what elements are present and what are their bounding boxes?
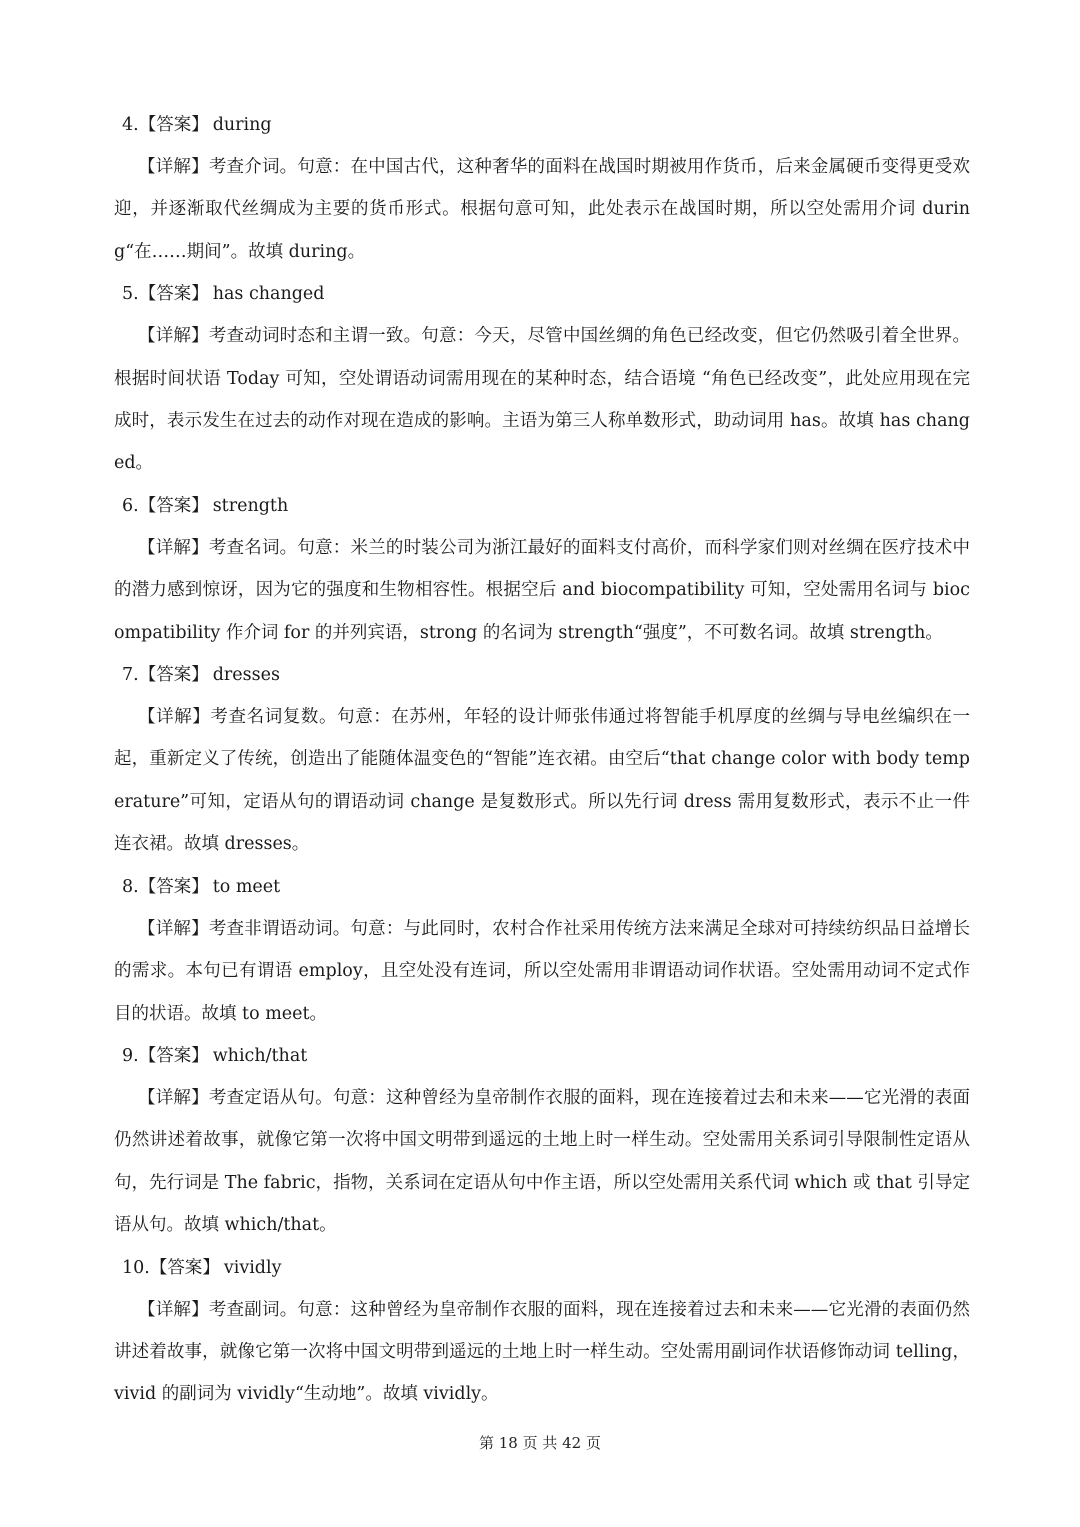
answer-value: strength xyxy=(212,495,289,516)
answer-line xyxy=(122,654,970,696)
answer-detail: 【详解】考查名词。句意：米兰的时装公司为浙江最好的面料支付高价，而科学家们则对丝绸在医疗技术中的潜力感到惊讶，因为它的强度和生物相容性。根据空后 and biocompatibility 可知，空处需用名词与 biocompatibility 作介词 for 的并列宾语，strong 的名词为 strength“强度”，不可数名词。故填 strength。 xyxy=(114,537,970,643)
answer-line xyxy=(122,485,970,527)
answer-line xyxy=(122,1247,970,1289)
answer-value: has changed xyxy=(212,284,325,305)
question-7 xyxy=(114,654,970,866)
answer-tag: 【答案】 xyxy=(138,495,209,516)
answer-detail: 【详解】考查名词复数。句意：在苏州，年轻的设计师张伟通过将智能手机厚度的丝绸与导电丝编织在一起，重新定义了传统，创造出了能随体温变色的“智能”连衣裙。由空后“that change color with body temperature”可知，定语从句的谓语动词 change 是复数形式。所以先行词 dress 需用复数形式，表示不止一件连衣裙。故填 dresses。 xyxy=(114,707,970,855)
answer-tag: 【答案】 xyxy=(138,665,209,686)
answer-value: during xyxy=(212,115,272,135)
answer-value: which/that xyxy=(212,1045,308,1066)
question-number: 5. xyxy=(122,284,139,305)
question-number: 9. xyxy=(122,1045,139,1066)
answer-explanations xyxy=(114,104,970,1416)
page-number-footer: 第 18 页 共 42 页 xyxy=(478,1434,601,1452)
answer-line xyxy=(122,1035,970,1077)
question-number: 10. xyxy=(122,1257,150,1278)
answer-detail: 【详解】考查动词时态和主谓一致。句意：今天，尽管中国丝绸的角色已经改变，但它仍然吸引着全世界。根据时间状语 Today 可知，空处谓语动词需用现在的某种时态，结合语境 “角色已经改变”，此处应用现在完成时，表示发生在过去的动作对现在造成的影响。主语为第三人称单数形式，助动词用 has。故填 has changed。 xyxy=(114,326,970,474)
answer-detail: 【详解】考查非谓语动词。句意：与此同时，农村合作社采用传统方法来满足全球对可持续纺织品日益增长的需求。本句已有谓语 employ，且空处没有连词，所以空处需用非谓语动词作状语。空处需用动词不定式作目的状语。故填 to meet。 xyxy=(114,918,970,1024)
answer-tag: 【答案】 xyxy=(149,1257,220,1278)
answer-line xyxy=(122,104,970,146)
answer-value: to meet xyxy=(212,876,281,897)
answer-detail: 【详解】考查定语从句。句意：这种曾经为皇帝制作衣服的面料，现在连接着过去和未来——它光滑的表面仍然讲述着故事，就像它第一次将中国文明带到遥远的土地上时一样生动。空处需用关系词引导限制性定语从句，先行词是 The fabric，指物，关系词在定语从句中作主语，所以空处需用关系代词 which 或 that 引导定语从句。故填 which/that。 xyxy=(114,1087,970,1236)
answer-tag: 【答案】 xyxy=(138,115,209,135)
question-10 xyxy=(114,1247,970,1416)
answer-tag: 【答案】 xyxy=(138,284,209,305)
question-4 xyxy=(114,104,970,273)
answer-line xyxy=(122,866,970,908)
question-8 xyxy=(114,866,970,1035)
question-number: 7. xyxy=(122,665,139,686)
question-9 xyxy=(114,1035,970,1247)
answer-detail: 【详解】考查副词。句意：这种曾经为皇帝制作衣服的面料，现在连接着过去和未来——它光滑的表面仍然讲述着故事，就像它第一次将中国文明带到遥远的土地上时一样生动。空处需用副词作状语修饰动词 telling，vivid 的副词为 vividly“生动地”。故填 vividly。 xyxy=(114,1299,970,1405)
question-number: 8. xyxy=(122,876,139,897)
answer-value: dresses xyxy=(212,665,280,686)
answer-detail: 【详解】考查介词。句意：在中国古代，这种奢华的面料在战国时期被用作货币，后来金属硬币变得更受欢迎，并逐渐取代丝绸成为主要的货币形式。根据句意可知，此处表示在战国时期，所以空处需用介词 during“在……期间”。故填 during。 xyxy=(114,157,970,262)
question-number: 6. xyxy=(122,495,139,516)
question-6 xyxy=(114,485,970,654)
question-number: 4. xyxy=(122,115,139,135)
question-5 xyxy=(114,273,970,485)
answer-line xyxy=(122,273,970,315)
answer-tag: 【答案】 xyxy=(138,876,209,897)
answer-value: vividly xyxy=(223,1257,282,1278)
answer-tag: 【答案】 xyxy=(138,1045,209,1066)
